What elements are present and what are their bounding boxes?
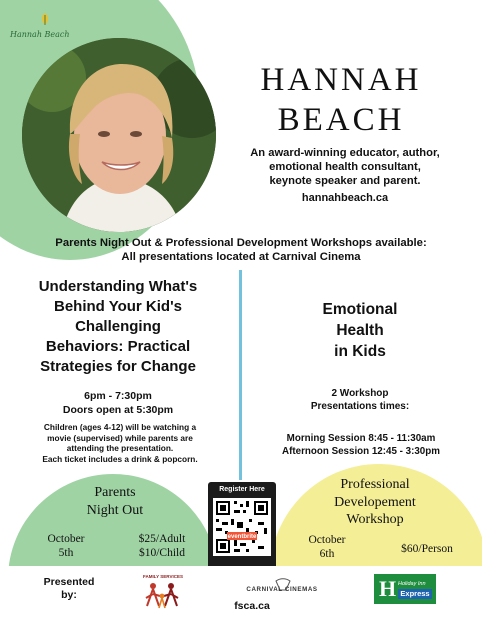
speaker-bio — [222, 146, 468, 188]
date-line: October — [47, 533, 85, 545]
presented-by-label — [34, 576, 104, 602]
title-line: Strategies for Change — [40, 358, 196, 375]
note-line: Children (ages 4-12) will be watching a — [43, 422, 197, 432]
workshop-sessions-heading — [254, 387, 466, 413]
speaker-website-link[interactable]: hannahbeach.ca — [301, 192, 389, 204]
price-line: $25/Adult — [138, 533, 186, 545]
hannah-beach-logo — [10, 12, 80, 48]
qr-code-icon[interactable] — [213, 498, 271, 556]
pro-dev-price: $60/Person — [401, 543, 453, 555]
title-line: Professional — [340, 477, 410, 492]
date-line: October — [308, 534, 346, 546]
carnival-cinemas-text: CARNIVAL CINEMAS — [246, 586, 318, 593]
bio-line: emotional health consultant, — [269, 161, 421, 173]
bio-line: An award-winning educator, author, — [250, 147, 440, 159]
title-line: Parents — [94, 485, 136, 500]
presented-line: by: — [61, 589, 77, 601]
eventbrite-badge: eventbrite — [227, 534, 257, 540]
title-line: Developement — [334, 494, 416, 510]
childcare-note — [6, 422, 234, 464]
date-line: 5th — [58, 547, 74, 559]
title-line: Behaviors: Practical — [45, 338, 191, 355]
speaker-name — [226, 60, 456, 140]
pro-dev-date — [298, 533, 356, 561]
title-line: Behind Your Kid's — [53, 298, 183, 315]
doors-open-time: Doors open at 5:30pm — [62, 404, 174, 416]
date-line: 6th — [319, 548, 335, 560]
holiday-inn-text: Holiday Inn — [398, 581, 426, 587]
holiday-inn-express-logo — [374, 574, 436, 604]
notice-line: Parents Night Out & Professional Development Workshops available: — [55, 237, 427, 249]
morning-session: Morning Session 8:45 - 11:30am — [286, 433, 436, 444]
parents-night-title — [40, 484, 190, 520]
heading-line: 2 Workshop — [331, 388, 389, 399]
express-text: Express — [398, 589, 432, 599]
bio-line: keynote speaker and parent. — [269, 175, 421, 187]
presented-line: Presented — [43, 576, 95, 588]
event-notice — [10, 236, 472, 264]
logo-text: Hannah Beach — [10, 30, 70, 39]
afternoon-session: Afternoon Session 12:45 - 3:30pm — [282, 446, 440, 457]
register-label: Register Here — [219, 486, 265, 493]
title-line: Emotional — [322, 301, 398, 318]
workshop-title — [254, 299, 466, 362]
title-line: Health — [336, 322, 384, 339]
parents-night-date — [36, 532, 96, 560]
family-services-logo — [138, 572, 188, 614]
session-time: 6pm - 7:30pm — [84, 390, 152, 402]
title-line: in Kids — [334, 343, 386, 360]
note-line: Each ticket includes a drink & popcorn. — [42, 453, 198, 464]
parents-night-price — [122, 532, 202, 560]
price-line: $10/Child — [138, 547, 185, 559]
title-line: Understanding What's — [38, 278, 198, 295]
portrait-illustration — [22, 38, 216, 232]
speaker-name-line2: BEACH — [277, 102, 405, 138]
note-line: movie (supervised) while parents are — [47, 432, 193, 443]
note-line: attending the presentation. — [66, 443, 174, 453]
pro-dev-title — [300, 476, 450, 529]
register-qr-block[interactable] — [208, 482, 276, 570]
title-line: Night Out — [86, 503, 144, 518]
notice-line: All presentations located at Carnival Cinema — [121, 251, 361, 263]
carnival-cinemas-logo — [236, 578, 328, 596]
heading-line: Presentations times: — [310, 401, 410, 412]
workshop-session-times — [250, 432, 472, 458]
column-divider — [239, 270, 242, 480]
leaf-icon — [38, 12, 52, 26]
speaker-portrait — [22, 38, 216, 232]
parents-session-title — [6, 277, 230, 377]
fsca-link[interactable]: fsca.ca — [234, 600, 270, 612]
title-line: Workshop — [346, 512, 404, 527]
parents-session-times — [6, 389, 230, 417]
family-services-text: FAMILY SERVICES — [143, 574, 183, 579]
speaker-name-line1: HANNAH — [260, 62, 422, 98]
hie-h-icon: H — [379, 576, 397, 601]
title-line: Challenging — [75, 318, 161, 335]
